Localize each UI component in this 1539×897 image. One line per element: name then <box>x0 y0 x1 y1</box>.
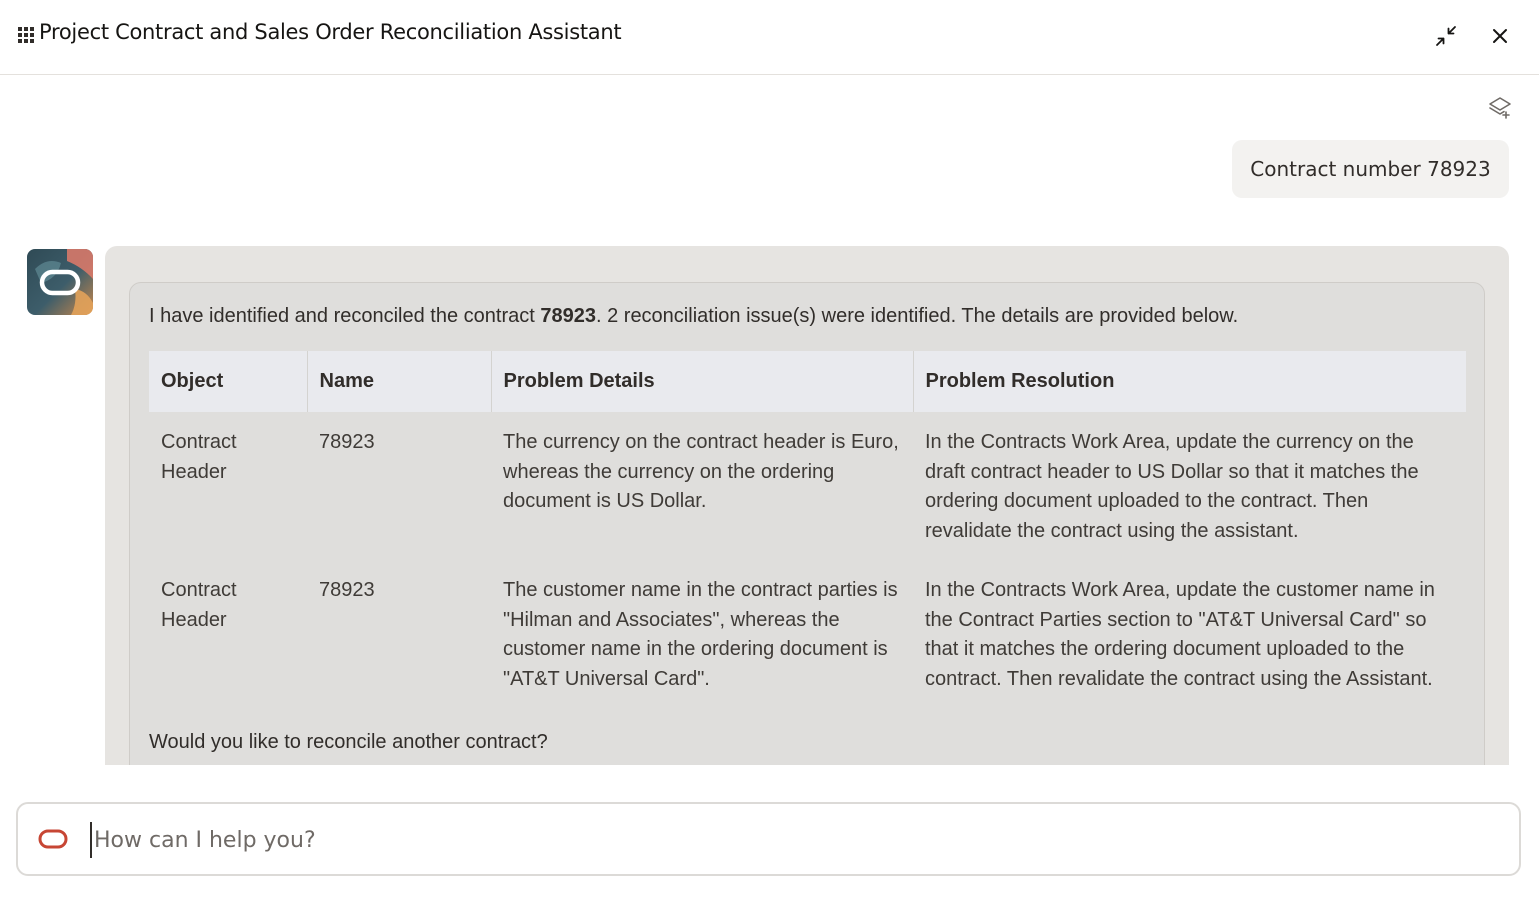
chat-input[interactable] <box>90 822 1490 858</box>
intro-text-part: . 2 reconciliation issue(s) were identified. The details are provided below. <box>595 305 1239 327</box>
intro-contract-number: 78923 <box>540 305 596 327</box>
column-header-object: Object <box>149 351 307 412</box>
assistant-message-container <box>105 246 1509 765</box>
column-header-problem-resolution: Problem Resolution <box>913 351 1466 412</box>
cell-name: 78923 <box>319 431 375 453</box>
table-row <box>149 412 1466 560</box>
cell-problem-details: The customer name in the contract parties is "Hilman and Associates", whereas the customer name in the ordering document is "AT&T Universal Card". <box>503 579 898 690</box>
user-message-bubble <box>1232 140 1509 198</box>
layers-plus-icon[interactable] <box>1487 95 1513 121</box>
cell-name: 78923 <box>319 579 375 601</box>
oracle-logo-icon <box>38 829 68 849</box>
user-message-text: Contract number 78923 <box>1250 157 1491 181</box>
intro-text-part: I have identified and reconciled the contract <box>149 305 541 327</box>
cell-problem-details: The currency on the contract header is Euro, whereas the currency on the ordering document is US Dollar. <box>503 431 899 512</box>
table-header-row <box>149 351 1466 412</box>
minimize-arrows-icon <box>1434 24 1458 48</box>
table-row <box>149 560 1466 708</box>
assistant-message-card <box>129 282 1485 765</box>
cell-object: Contract Header <box>161 579 237 631</box>
reconciliation-table <box>149 351 1466 708</box>
app-grid-icon[interactable] <box>18 27 36 43</box>
assistant-intro-text <box>149 305 1238 328</box>
minimize-button[interactable] <box>1430 20 1462 52</box>
column-header-name: Name <box>307 351 491 412</box>
cell-object: Contract Header <box>161 431 237 483</box>
cell-problem-resolution: In the Contracts Work Area, update the customer name in the Contract Parties section to "AT&T Universal Card" so that it matches the ordering document uploaded to the contract. Then revalidate the contract using the Assistant. <box>925 579 1435 690</box>
app-title: Project Contract and Sales Order Reconciliation Assistant <box>39 20 622 44</box>
assistant-followup-text: Would you like to reconcile another contract? <box>149 731 548 753</box>
title-bar <box>0 0 1539 75</box>
column-header-problem-details: Problem Details <box>491 351 913 412</box>
assistant-avatar <box>27 249 93 315</box>
cell-problem-resolution: In the Contracts Work Area, update the currency on the draft contract header to US Dollar so that it matches the ordering document uploaded to the contract. Then revalidate the contract using the assistant. <box>925 431 1419 542</box>
oracle-avatar-icon <box>27 249 93 315</box>
close-button[interactable] <box>1484 20 1516 52</box>
chat-input-box[interactable] <box>16 802 1521 876</box>
close-icon <box>1491 27 1509 45</box>
